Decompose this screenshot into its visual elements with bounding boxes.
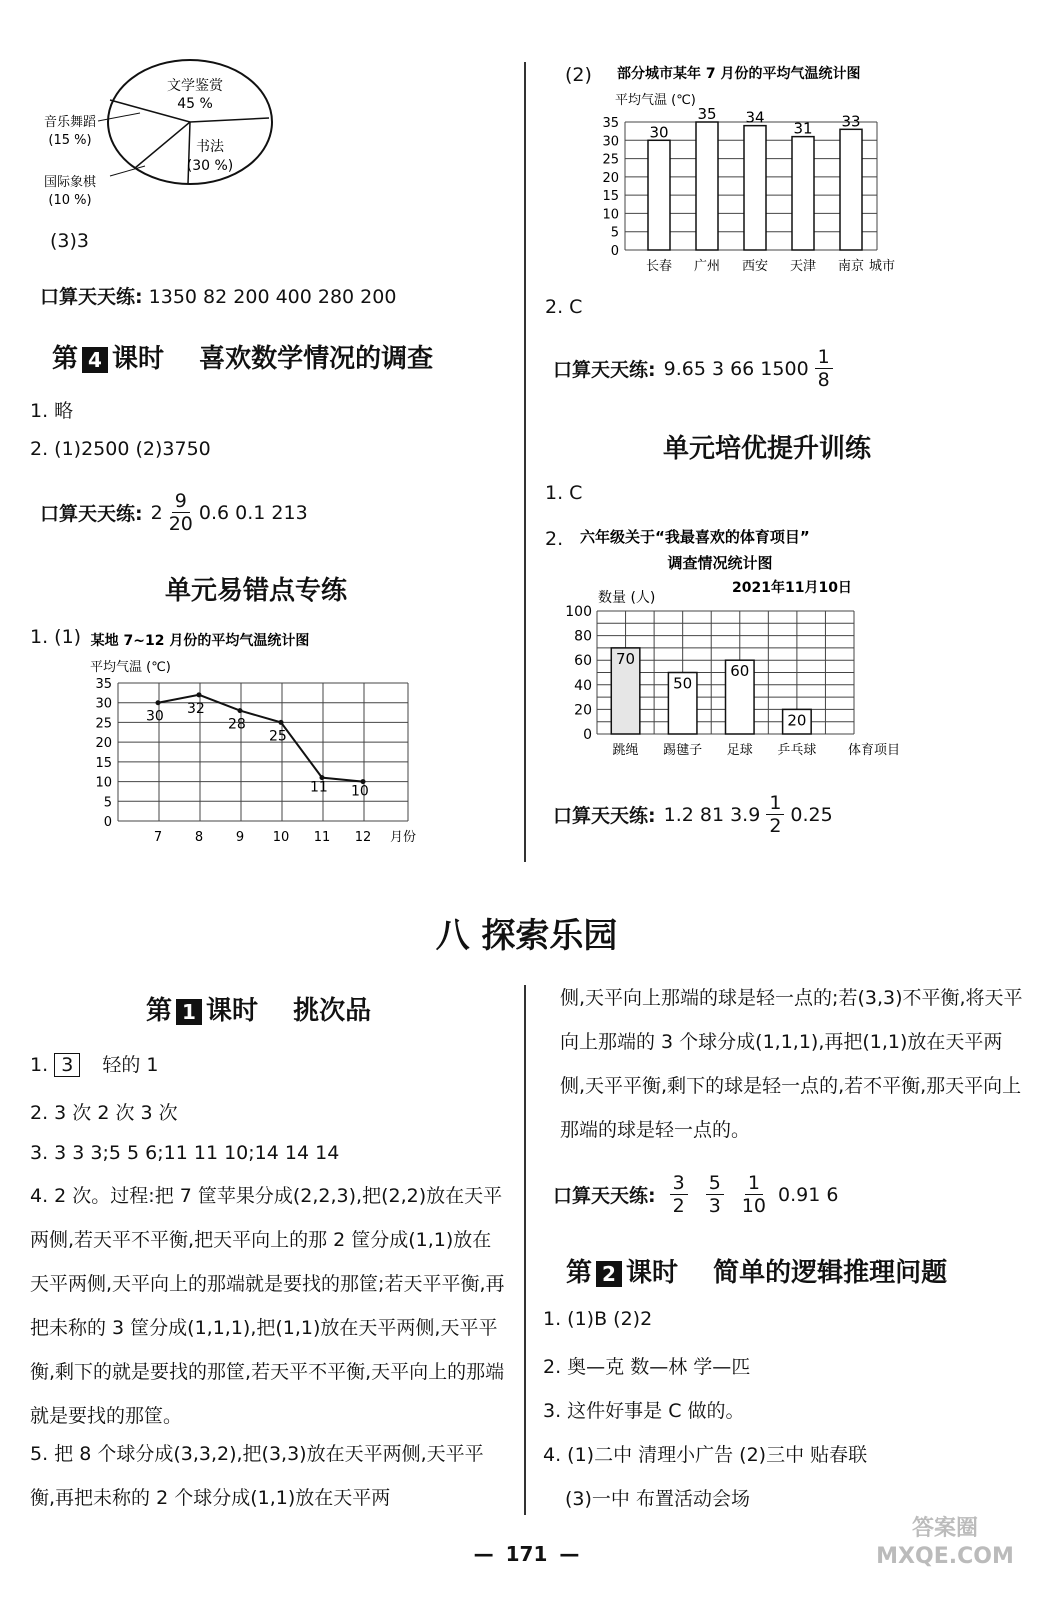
mental-math-2: 口算天天练: 2 $\frac{9}{20}$ 0.6 0.1 213 [40,490,308,535]
y-tick-label: 15 [602,189,619,205]
column-divider-bottom [524,985,526,1515]
fraction: $\frac{1}{2}$ [766,792,784,837]
l1-q2: 2. 3 次 2 次 3 次 [30,1102,178,1124]
y-tick-label: 20 [602,170,619,186]
y-tick-label: 80 [574,628,592,645]
answer-box: 3 [54,1053,80,1077]
l2-q3: 3. 这件好事是 C 做的。 [543,1400,745,1422]
column-divider-top [524,62,526,862]
pie-value-chess: (10 %) [48,193,92,208]
chart-title: 某地 7~12 月份的平均气温统计图 [90,633,310,649]
bar [744,126,766,250]
y-tick-label: 35 [95,677,112,692]
fraction: $\frac{1}{10}$ [741,1172,766,1217]
section-errors-title: 单元易错点专练 [165,576,348,606]
answer-2c: 2. C [545,296,583,318]
mental-math-5: 口算天天练: $\frac{3}{2}$ $\frac{5}{3}$ $\frac{1}{10}$ 0.91 6 [553,1172,839,1217]
y-tick-label: 35 [602,116,619,131]
mental-math-3: 口算天天练: 9.65 3 66 1500 $\frac{1}{8}$ [553,346,839,391]
y-tick-label: 20 [574,702,592,719]
y-tick-label: 30 [95,696,112,712]
l1-q5-continued: 侧,天平向上那端的球是轻一点的;若(3,3)不平衡,将天平向上那端的 3 个球分成(1,1,1),再把(1,1)放在天平两侧,天平平衡,剩下的球是轻一点的,若不平衡,那天平向上那端的球是轻一点的。 [560,987,1023,1141]
data-point [279,720,284,725]
bar [696,122,718,250]
l1-q1: 1. 3 轻的 1 [30,1054,159,1076]
data-label: 31 [793,119,813,138]
data-label: 60 [730,662,750,681]
fraction: $\frac{9}{20}$ [168,490,193,535]
chart-title: 部分城市某年 7 月份的平均气温统计图 [617,66,861,82]
lesson-4-heading: 第 4 课时 喜欢数学情况的调查 [52,344,434,374]
l2-q4b: (3)一中 布置活动会场 [565,1488,750,1510]
x-tick-label: 西安 [741,259,769,274]
fraction: $\frac{1}{8}$ [815,346,833,391]
x-tick-label: 11 [313,830,331,845]
data-label: 35 [697,105,717,123]
pie-label-wenxue: 文学鉴赏 [167,78,223,94]
fraction: $\frac{3}{2}$ [670,1172,688,1217]
x-tick-label: 乒乓球 [777,743,817,758]
data-point [197,692,202,697]
data-label: 10 [351,783,369,800]
data-label: 11 [310,779,328,796]
unit-8-title: 八 探索乐园 [435,916,618,956]
y-axis-label: 数量 (人) [598,590,656,606]
bar [648,140,670,250]
l2-q1: 1. (1)B (2)2 [543,1308,653,1330]
watermark: 答案圈 MXQE.COM [876,1516,1014,1569]
data-point [238,708,243,713]
pie-label-music: 音乐舞蹈 [43,115,97,130]
x-axis-label: 月份 [390,830,417,845]
lesson-2-heading: 第 2 课时 简单的逻辑推理问题 [566,1258,948,1288]
improve-q2-prefix: 2. [545,528,564,550]
y-tick-label: 10 [602,207,619,223]
chart-date: 2021年11月10日 [732,580,852,596]
bar-chart-sports [560,524,930,764]
x-axis-label: 城市 [869,259,896,274]
data-label: 28 [228,716,246,733]
y-axis-label: 平均气温 (℃) [615,93,696,108]
l1-q5: 5. 把 8 个球分成(3,3,2),把(3,3)放在天平两侧,天平平衡,再把未称的 2 个球分成(1,1)放在天平两 [30,1443,484,1509]
data-point [156,700,161,705]
y-tick-label: 0 [103,815,112,830]
y-tick-label: 30 [602,134,619,150]
data-label: 50 [673,674,693,693]
x-tick-label: 长春 [645,259,673,274]
bar-chart-cities [595,60,925,275]
data-label: 25 [269,728,287,745]
bar [840,129,862,250]
mental-values: 1350 82 200 400 280 200 [148,286,397,308]
l1-q3: 3. 3 3 3;5 5 6;11 11 10;14 14 14 [30,1142,340,1164]
y-tick-label: 60 [574,653,592,670]
data-label: 34 [745,108,765,127]
chart-title-line2: 调查情况统计图 [667,554,773,572]
x-axis-label: 体育项目 [848,743,901,758]
pie-label-chess: 国际象棋 [43,175,97,190]
line-chart [80,625,440,855]
y-tick-label: 5 [610,225,619,241]
y-tick-label: 100 [565,604,592,620]
data-label: 20 [787,711,807,730]
x-tick-label: 7 [153,830,163,845]
x-tick-label: 广州 [693,259,721,274]
x-tick-label: 天津 [789,259,817,274]
x-tick-label: 10 [272,830,290,845]
pie-value-music: (15 %) [48,133,92,148]
y-tick-label: 5 [103,795,112,811]
y-tick-label: 40 [574,677,592,694]
x-tick-label: 12 [354,830,372,845]
mental-math-4: 口算天天练: 1.2 81 3.9 $\frac{1}{2}$ 0.25 [553,792,833,837]
errors-q1-prefix: 1. (1) [30,626,82,648]
improve-q1: 1. C [545,482,583,504]
data-label: 33 [841,112,861,131]
x-tick-label: 9 [235,830,245,845]
pie-value-wenxue: 45 % [177,96,213,112]
y-tick-label: 10 [95,775,112,791]
lesson4-q2: 2. (1)2500 (2)3750 [30,438,211,460]
x-tick-label: 足球 [726,743,753,758]
y-tick-label: 25 [602,152,619,168]
l2-q2: 2. 奥—克 数—林 学—匹 [543,1356,751,1378]
pie-chart [40,58,280,218]
pie-label-shufa: 书法 [196,139,224,155]
x-tick-label: 8 [194,830,204,845]
fraction: $\frac{5}{3}$ [706,1172,724,1217]
data-label: 32 [187,700,205,717]
x-tick-label: 跳绳 [612,743,639,758]
y-tick-label: 15 [95,755,112,771]
data-label: 30 [649,123,669,142]
l1-q4: 4. 2 次。过程:把 7 筐苹果分成(2,2,3),把(2,2)放在天平两侧,若天平不平衡,把天平向上的那 2 筐分成(1,1)放在天平两侧,天平向上的那端就是要找的那筐;若天平平衡,再把未称的 3 筐分成(1,1,1),把(1,1)放在天平两侧,天平平衡,剩下的就是要找的那筐,若天平不平衡,天平向上的那端就是要找的那筐。 [30,1185,505,1427]
bar [792,137,814,250]
y-tick-label: 20 [95,736,112,752]
answer-q3: (3)3 [50,230,90,252]
y-tick-label: 0 [610,244,619,259]
page-number: — 171 — [473,1542,580,1566]
pie-value-shufa: (30 %) [186,158,234,174]
y-tick-label: 25 [95,716,112,732]
x-tick-label: 踢毽子 [663,743,703,758]
data-label: 30 [146,708,164,725]
y-tick-label: 0 [583,727,592,743]
q2-prefix: (2) [565,64,592,86]
lesson-1-heading: 第 1 课时 挑次品 [146,996,372,1026]
lesson4-q1: 1. 略 [30,400,74,422]
x-tick-label: 南京 [837,259,865,274]
data-label: 70 [616,649,636,668]
section-improve-title: 单元培优提升训练 [663,434,872,464]
chart-title-line1: 六年级关于“我最喜欢的体育项目” [580,528,810,546]
y-axis-label: 平均气温 (℃) [90,660,171,675]
mental-label: 口算天天练: [40,286,143,308]
l2-q4a: 4. (1)二中 清理小广告 (2)三中 贴春联 [543,1444,868,1466]
mental-math-1 [40,282,396,309]
